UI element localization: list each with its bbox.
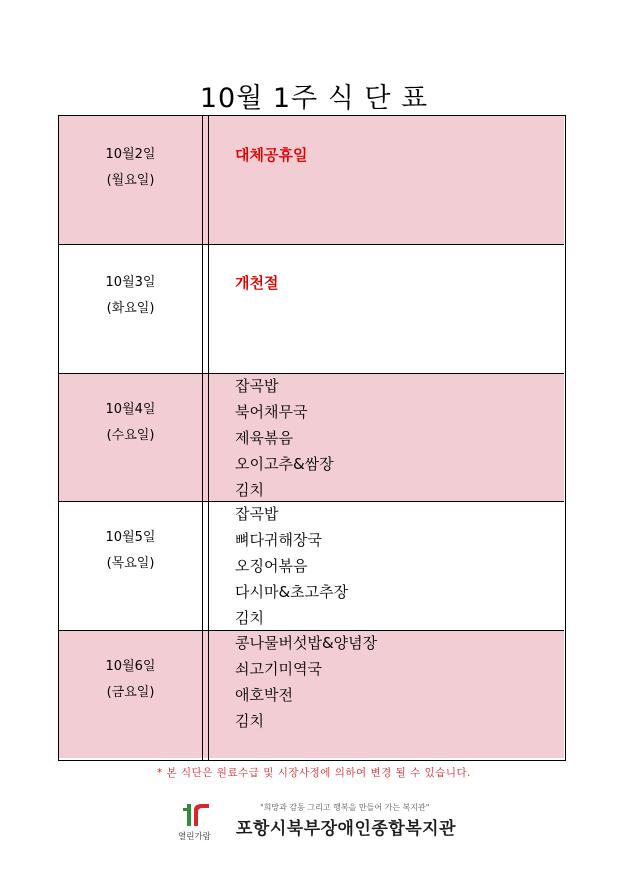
dish-item: 콩나물버섯밥&양념장 [235,634,378,652]
date-label: 10월2일 [105,147,156,162]
menu-row [59,116,564,244]
date-cell [59,525,202,577]
dish-item: 오징어볶음 [235,557,308,575]
dish-item: 다시마&초고추장 [235,583,349,601]
date-label: 10월3일 [105,275,156,290]
weekday-label: (목요일) [106,556,155,571]
row-divider [59,630,564,631]
dish-list [235,270,278,296]
dish-list [235,501,348,631]
dish-item: 애호박전 [235,686,293,704]
dish-list [235,373,334,503]
logo-caption: 열린가람 [178,832,211,842]
slogan-text: "희망과 감동 그리고 행복을 만들어 가는 복지관" [260,803,430,812]
notice-text: * 본 식단은 원료수급 및 시장사정에 의하여 변경 될 수 있습니다. [156,767,472,779]
column-divider [208,116,209,760]
dish-item: 김치 [235,481,264,499]
dish-item: 오이고추&쌈장 [235,455,334,473]
dish-item: 북어채무국 [235,403,308,421]
organization-name: 포항시북부장애인종합복지관 [236,819,456,839]
dish-list [235,142,307,168]
date-label: 10월5일 [105,530,156,545]
date-label: 10월6일 [105,659,156,674]
dish-list [235,630,377,734]
date-cell [59,142,202,194]
row-divider [59,244,564,245]
dish-item: 제육볶음 [235,429,293,447]
weekday-label: (화요일) [106,301,155,316]
menu-row [59,630,564,758]
dish-item: 잡곡밥 [235,505,279,523]
date-cell [59,654,202,706]
menu-table [58,115,566,761]
row-divider [59,501,564,502]
date-cell [59,397,202,449]
dish-item: 쇠고기미역국 [235,660,322,678]
dish-item: 김치 [235,609,264,627]
row-divider [59,373,564,374]
menu-row [59,501,564,630]
dish-item: 김치 [235,712,264,730]
logo-mark-icon [182,798,212,830]
dish-item: 잡곡밥 [235,377,279,395]
column-divider [202,116,203,760]
dish-item: 대체공휴일 [235,146,308,164]
date-label: 10월4일 [105,402,156,417]
weekday-label: (월요일) [106,173,155,188]
page-title: 10월 1주 식 단 표 [199,83,429,114]
dish-item: 뼈다귀해장국 [235,531,322,549]
menu-row [59,244,564,373]
weekday-label: (금요일) [106,685,155,700]
menu-row [59,373,564,501]
weekday-label: (수요일) [106,428,155,443]
dish-item: 개천절 [235,274,279,292]
date-cell [59,270,202,322]
